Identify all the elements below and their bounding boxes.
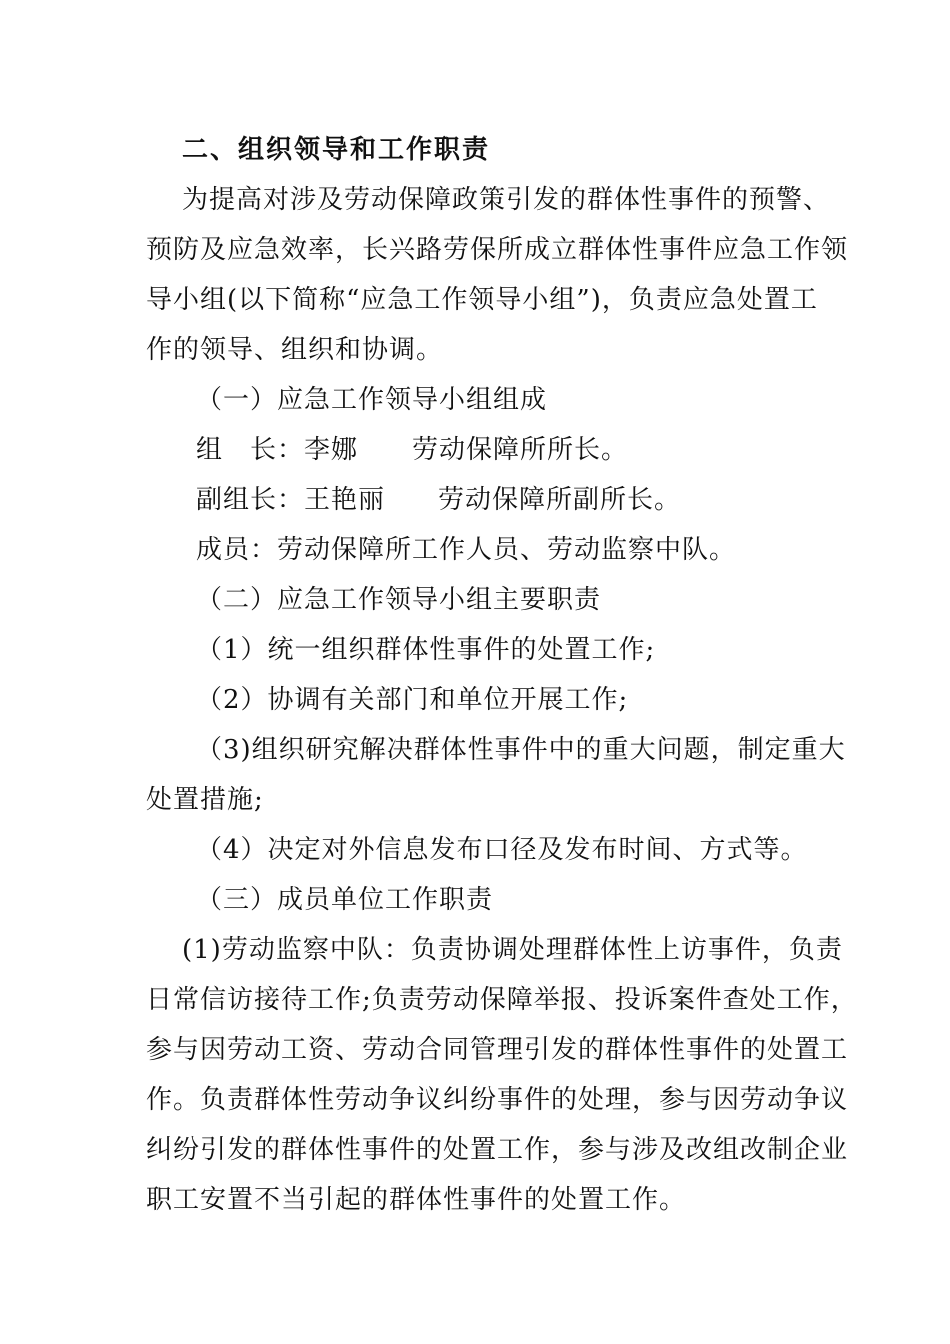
- member-duty-line-3: 参与因劳动工资、劳动合同管理引发的群体性事件的处置工: [146, 1035, 849, 1065]
- member-duty-line-5: 纠纷引发的群体性事件的处置工作，参与涉及改组改制企业: [146, 1135, 849, 1165]
- leader-label: 组 长：李娜: [196, 435, 359, 465]
- member-duty-line-6: 职工安置不当引起的群体性事件的处置工作。: [146, 1185, 687, 1215]
- section-title: 二、组织领导和工作职责: [182, 135, 491, 165]
- group1-title: （一）应急工作领导小组组成: [196, 385, 548, 415]
- deputy-label: 副组长：王艳丽: [196, 485, 386, 515]
- duty-item-4: （4）决定对外信息发布口径及发布时间、方式等。: [196, 835, 808, 865]
- duty-item-3: （3)组织研究解决群体性事件中的重大问题，制定重大: [196, 735, 846, 765]
- deputy-role: 劳动保障所副所长。: [438, 485, 682, 515]
- group2-title: （二）应急工作领导小组主要职责: [196, 585, 602, 615]
- member-duty-line-4: 作。负责群体性劳动争议纠纷事件的处理，参与因劳动争议: [146, 1085, 849, 1115]
- intro-line-2: 预防及应急效率，长兴路劳保所成立群体性事件应急工作领: [146, 235, 849, 265]
- member-duty-line-1: (1)劳动监察中队：负责协调处理群体性上访事件，负责: [182, 935, 843, 965]
- member-duty-line-2: 日常信访接待工作;负责劳动保障举报、投诉案件查处工作，: [146, 985, 858, 1015]
- group3-title: （三）成员单位工作职责: [196, 885, 494, 915]
- duty-item-3-cont: 处置措施;: [146, 785, 264, 815]
- duty-item-1: （1）统一组织群体性事件的处置工作;: [196, 635, 656, 665]
- intro-line-3: 导小组(以下简称“应急工作领导小组”)，负责应急处置工: [146, 285, 818, 315]
- members-line: 成员：劳动保障所工作人员、劳动监察中队。: [196, 535, 737, 565]
- intro-line-4: 作的领导、组织和协调。: [146, 335, 444, 365]
- leader-role: 劳动保障所所长。: [412, 435, 629, 465]
- duty-item-2: （2）协调有关部门和单位开展工作;: [196, 685, 629, 715]
- intro-line-1: 为提高对涉及劳动保障政策引发的群体性事件的预警、: [182, 185, 831, 215]
